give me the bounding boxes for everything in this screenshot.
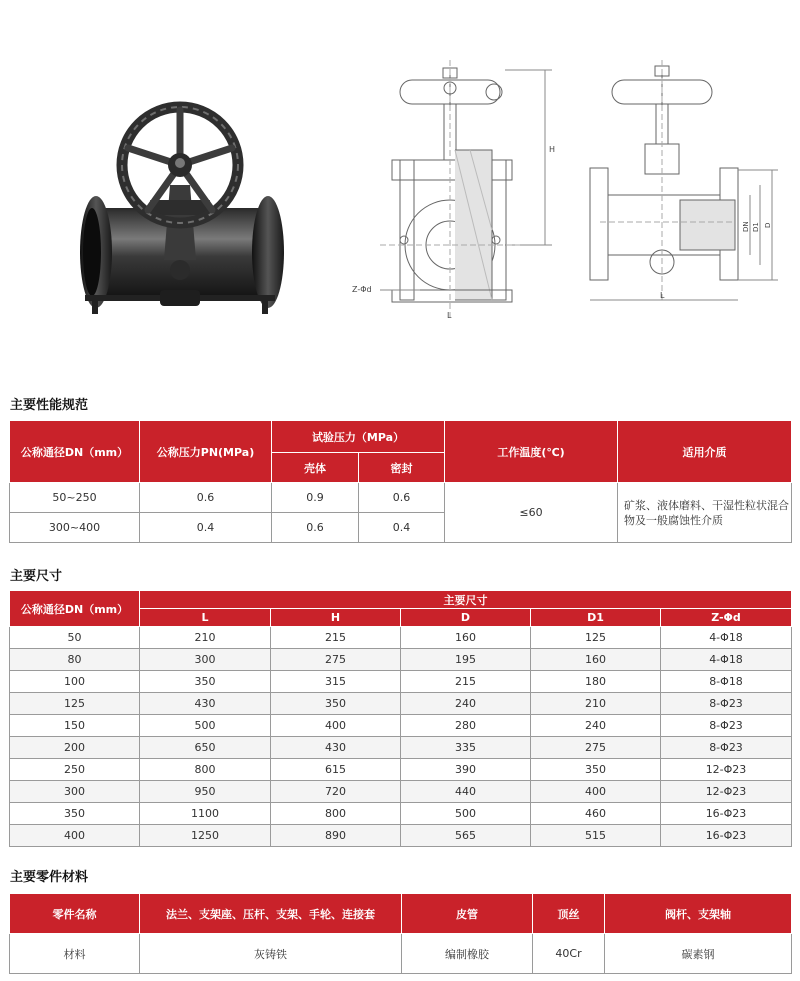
cell-l: 300 xyxy=(140,649,271,671)
cell-h: 275 xyxy=(271,649,401,671)
table-row xyxy=(10,803,792,825)
header-dn: 公称通径DN（mm） xyxy=(10,421,140,483)
cell-d: 500 xyxy=(401,803,531,825)
dim-label-l-side: L xyxy=(660,291,665,300)
table-row xyxy=(10,781,792,803)
dim-label-d: D xyxy=(764,222,772,228)
cell-l: 800 xyxy=(140,759,271,781)
cell-z-d: 16-Φ23 xyxy=(661,825,792,847)
header-temperature: 工作温度(℃) xyxy=(445,421,618,483)
header-main-dimensions: 主要尺寸 xyxy=(140,591,792,609)
cell-d1: 515 xyxy=(531,825,661,847)
cell-d1: 160 xyxy=(531,649,661,671)
header-cast-parts: 法兰、支架座、压杆、支架、手轮、连接套 xyxy=(140,894,402,934)
cell-l: 210 xyxy=(140,627,271,649)
header-dn: 公称通径DN（mm） xyxy=(10,591,140,627)
cell-z-d: 12-Φ23 xyxy=(661,759,792,781)
cell-z-d: 8-Φ23 xyxy=(661,715,792,737)
front-view-drawing xyxy=(380,60,552,320)
cell-seal: 0.6 xyxy=(359,483,445,513)
cell-pn: 0.4 xyxy=(140,513,272,543)
cell-d1: 460 xyxy=(531,803,661,825)
materials-table xyxy=(9,893,792,974)
cell-z-d: 8-Φ18 xyxy=(661,671,792,693)
header-hose: 皮管 xyxy=(402,894,533,934)
cell-dn: 350 xyxy=(10,803,140,825)
cell-d: 440 xyxy=(401,781,531,803)
section-title-materials: 主要零件材料 xyxy=(10,870,89,885)
dim-label-zd: Z-Φd xyxy=(352,285,372,294)
cell-d1: 400 xyxy=(531,781,661,803)
cell-shell: 0.6 xyxy=(272,513,359,543)
cell-l: 1250 xyxy=(140,825,271,847)
cell-z-d: 8-Φ23 xyxy=(661,693,792,715)
cell-d: 215 xyxy=(401,671,531,693)
cell-d1: 350 xyxy=(531,759,661,781)
cell-dn: 400 xyxy=(10,825,140,847)
header-d: D xyxy=(401,609,531,627)
cell-l: 650 xyxy=(140,737,271,759)
cell-z-d: 4-Φ18 xyxy=(661,627,792,649)
cell-gray-cast-iron: 灰铸铁 xyxy=(140,934,402,974)
table-row xyxy=(10,627,792,649)
dim-label-h: H xyxy=(549,145,556,154)
section-title-performance: 主要性能规范 xyxy=(10,398,89,413)
section-title-dimensions: 主要尺寸 xyxy=(10,569,63,584)
cell-d1: 210 xyxy=(531,693,661,715)
cell-h: 890 xyxy=(271,825,401,847)
cell-medium: 矿浆、液体磨料、干湿性粒状混合物及一般腐蚀性介质 xyxy=(618,483,792,543)
cell-h: 615 xyxy=(271,759,401,781)
header-seal: 密封 xyxy=(359,453,445,483)
cell-d: 335 xyxy=(401,737,531,759)
cell-l: 350 xyxy=(140,671,271,693)
cell-braided-rubber: 编制橡胶 xyxy=(402,934,533,974)
cell-d: 280 xyxy=(401,715,531,737)
cell-h: 430 xyxy=(271,737,401,759)
cell-d1: 240 xyxy=(531,715,661,737)
header-set-screw: 顶丝 xyxy=(533,894,605,934)
cell-dn: 200 xyxy=(10,737,140,759)
cell-seal: 0.4 xyxy=(359,513,445,543)
cell-dn: 250 xyxy=(10,759,140,781)
cell-40cr: 40Cr xyxy=(533,934,605,974)
cell-pn: 0.6 xyxy=(140,483,272,513)
side-view-drawing xyxy=(590,60,778,300)
cell-d: 565 xyxy=(401,825,531,847)
header-h: H xyxy=(271,609,401,627)
table-row xyxy=(10,649,792,671)
table-row xyxy=(10,737,792,759)
cell-shell: 0.9 xyxy=(272,483,359,513)
header-z-d: Z-Φd xyxy=(661,609,792,627)
dimensions-body xyxy=(10,627,792,847)
cell-d: 390 xyxy=(401,759,531,781)
cell-carbon-steel: 碳素钢 xyxy=(605,934,792,974)
cell-dn: 125 xyxy=(10,693,140,715)
header-pn: 公称压力PN(MPa) xyxy=(140,421,272,483)
dimensions-table xyxy=(9,590,792,847)
header-medium: 适用介质 xyxy=(618,421,792,483)
performance-table xyxy=(9,420,792,543)
cell-dn: 100 xyxy=(10,671,140,693)
cell-dn: 80 xyxy=(10,649,140,671)
cell-l: 1100 xyxy=(140,803,271,825)
cell-z-d: 4-Φ18 xyxy=(661,649,792,671)
table-row xyxy=(10,671,792,693)
cell-temperature: ≤60 xyxy=(445,483,618,543)
header-stem-shaft: 阀杆、支架轴 xyxy=(605,894,792,934)
header-shell: 壳体 xyxy=(272,453,359,483)
dim-label-dn: DN xyxy=(742,221,750,232)
cell-h: 400 xyxy=(271,715,401,737)
cell-material-label: 材料 xyxy=(10,934,140,974)
cell-l: 500 xyxy=(140,715,271,737)
cell-l: 950 xyxy=(140,781,271,803)
header-part-name: 零件名称 xyxy=(10,894,140,934)
cell-l: 430 xyxy=(140,693,271,715)
cell-h: 215 xyxy=(271,627,401,649)
valve-photo xyxy=(80,107,284,314)
cell-z-d: 16-Φ23 xyxy=(661,803,792,825)
cell-dn: 300 xyxy=(10,781,140,803)
table-row xyxy=(10,483,792,513)
cell-z-d: 8-Φ23 xyxy=(661,737,792,759)
header-d1: D1 xyxy=(531,609,661,627)
cell-h: 720 xyxy=(271,781,401,803)
cell-dn: 50 xyxy=(10,627,140,649)
header-l: L xyxy=(140,609,271,627)
valve-figure xyxy=(0,0,800,380)
cell-d1: 180 xyxy=(531,671,661,693)
cell-d1: 125 xyxy=(531,627,661,649)
header-test-pressure: 试验压力（MPa） xyxy=(272,421,445,453)
cell-d: 160 xyxy=(401,627,531,649)
cell-d1: 275 xyxy=(531,737,661,759)
table-row xyxy=(10,825,792,847)
cell-dn: 50~250 xyxy=(10,483,140,513)
cell-d: 195 xyxy=(401,649,531,671)
cell-z-d: 12-Φ23 xyxy=(661,781,792,803)
table-row xyxy=(10,693,792,715)
dim-label-l-front: L xyxy=(447,311,452,320)
cell-d: 240 xyxy=(401,693,531,715)
cell-h: 800 xyxy=(271,803,401,825)
table-row xyxy=(10,759,792,781)
table-row xyxy=(10,934,792,974)
table-row xyxy=(10,715,792,737)
dim-label-d1: D1 xyxy=(752,222,760,232)
cell-dn: 300~400 xyxy=(10,513,140,543)
cell-h: 315 xyxy=(271,671,401,693)
cell-h: 350 xyxy=(271,693,401,715)
cell-dn: 150 xyxy=(10,715,140,737)
